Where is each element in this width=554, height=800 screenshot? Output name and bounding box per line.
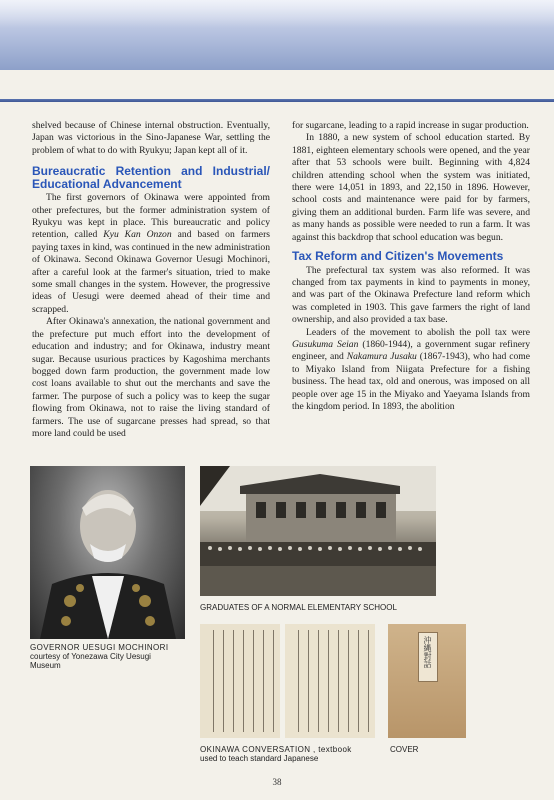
textbook-caption-title: OKINAWA CONVERSATION , textbook	[200, 745, 352, 754]
school-caption: GRADUATES OF A NORMAL ELEMENTARY SCHOOL	[200, 603, 397, 612]
book-cover-photo	[388, 624, 466, 738]
cover-title-label	[418, 632, 438, 682]
cover-caption: COVER	[390, 745, 419, 754]
header-band	[0, 0, 554, 70]
paragraph: In 1880, a new system of school education started. By 1881, eighteen elementary schools were opened, and the year after that 53 schools were built. Beginning with 4,824 children attending school when the system was initiated, there were 14,051 in 1893, and 22,150 in 1896. However, school costs and maintenance were paid for by farmers, giving them an additional burden. Farm life was severe, and as many hands as possible were needed to run a farm. It was against this backdrop that school education was begun.	[292, 132, 530, 243]
paragraph: After Okinawa's annexation, the national government and the prefecture put much effort into the development of education and industry; and for Okinawa, industry meant sugar. Because usurious practices by Kagoshima merchants bogged down farm production, the government made low cost loans available to shut out the merchants and save the farmer. The purpose of such a policy was to keep the sugar flowing from Okinawa, not to raise the living standard of farmers. The use of sugarcane presses had spread, so that more land could be used	[32, 316, 270, 439]
section-heading: Bureaucratic Retention and Industrial/ Educational Advancement	[32, 164, 270, 191]
section-heading: Tax Reform and Citizen's Movements	[292, 249, 504, 264]
portrait-caption	[30, 643, 195, 671]
portrait-photo	[30, 466, 185, 639]
paragraph	[292, 327, 530, 414]
paragraph	[32, 192, 270, 316]
term: Kyu Kan Onzon	[103, 229, 172, 241]
textbook-caption-sub: used to teach standard Japanese	[200, 754, 319, 764]
text-run: Leaders of the movement to abolish the poll tax were	[306, 326, 530, 338]
page-number: 38	[272, 777, 282, 787]
text-run: The first governors of Okinawa were appointed from other prefectures, but the former administration system of Ryukyu was kept in place. This bureaucratic and policy retention, called	[32, 192, 270, 241]
school-photo	[200, 466, 436, 596]
textbook-page-right	[285, 624, 375, 738]
paragraph: The prefectural tax system was also reformed. It was changed from tax payments in kind to payments in money, and was part of the Okinawa Prefecture land reform which was completed in 1903. This gave farmers the right of land ownership, and also provided a tax base.	[292, 264, 530, 326]
right-column	[292, 120, 530, 413]
text-run: (1867-1943), who had come to Miyako Island from Niigata Prefecture for a fishing business. The head tax, old and onerous, was imposed on all people over age 15 in the Miyako and Yaeyama Islands from the kingdom period. In 1893, the abolition	[292, 351, 530, 413]
textbook-caption	[200, 745, 390, 763]
portrait-caption-credit: Museum	[30, 661, 61, 671]
textbook-page-left	[200, 624, 280, 738]
text-run: and based on farmers paying taxes in kind, was continued in the new administration of Okinawa. Second Okinawa Governor Uesugi Mochinori, after a careful look at the farmer's situation, tried to make some small changes in the system. However, the progressive ideas of Uesugi were deemed ahead of their time and scrapped.	[32, 229, 270, 315]
text-run: (1860-1944), a government sugar refinery engineer, and	[292, 339, 531, 363]
header-rule	[0, 99, 554, 102]
cover-title-text: 沖縄對話	[423, 636, 432, 668]
left-column	[32, 120, 270, 440]
portrait-caption-credit: courtesy of Yonezawa City Uesugi	[30, 652, 151, 662]
paragraph: shelved because of Chinese internal obstruction. Eventually, Japan was victorious in the Sino-Japanese War, settling the problem of what to do with Ryukyu; Japan kept all of it.	[32, 120, 270, 156]
term: Nakamura Jusaku	[346, 351, 417, 363]
paragraph: for sugarcane, leading to a rapid increase in sugar production.	[292, 120, 529, 131]
term: Gusukuma Seian	[292, 339, 359, 350]
portrait-caption-title: GOVERNOR UESUGI MOCHINORI	[30, 643, 169, 652]
